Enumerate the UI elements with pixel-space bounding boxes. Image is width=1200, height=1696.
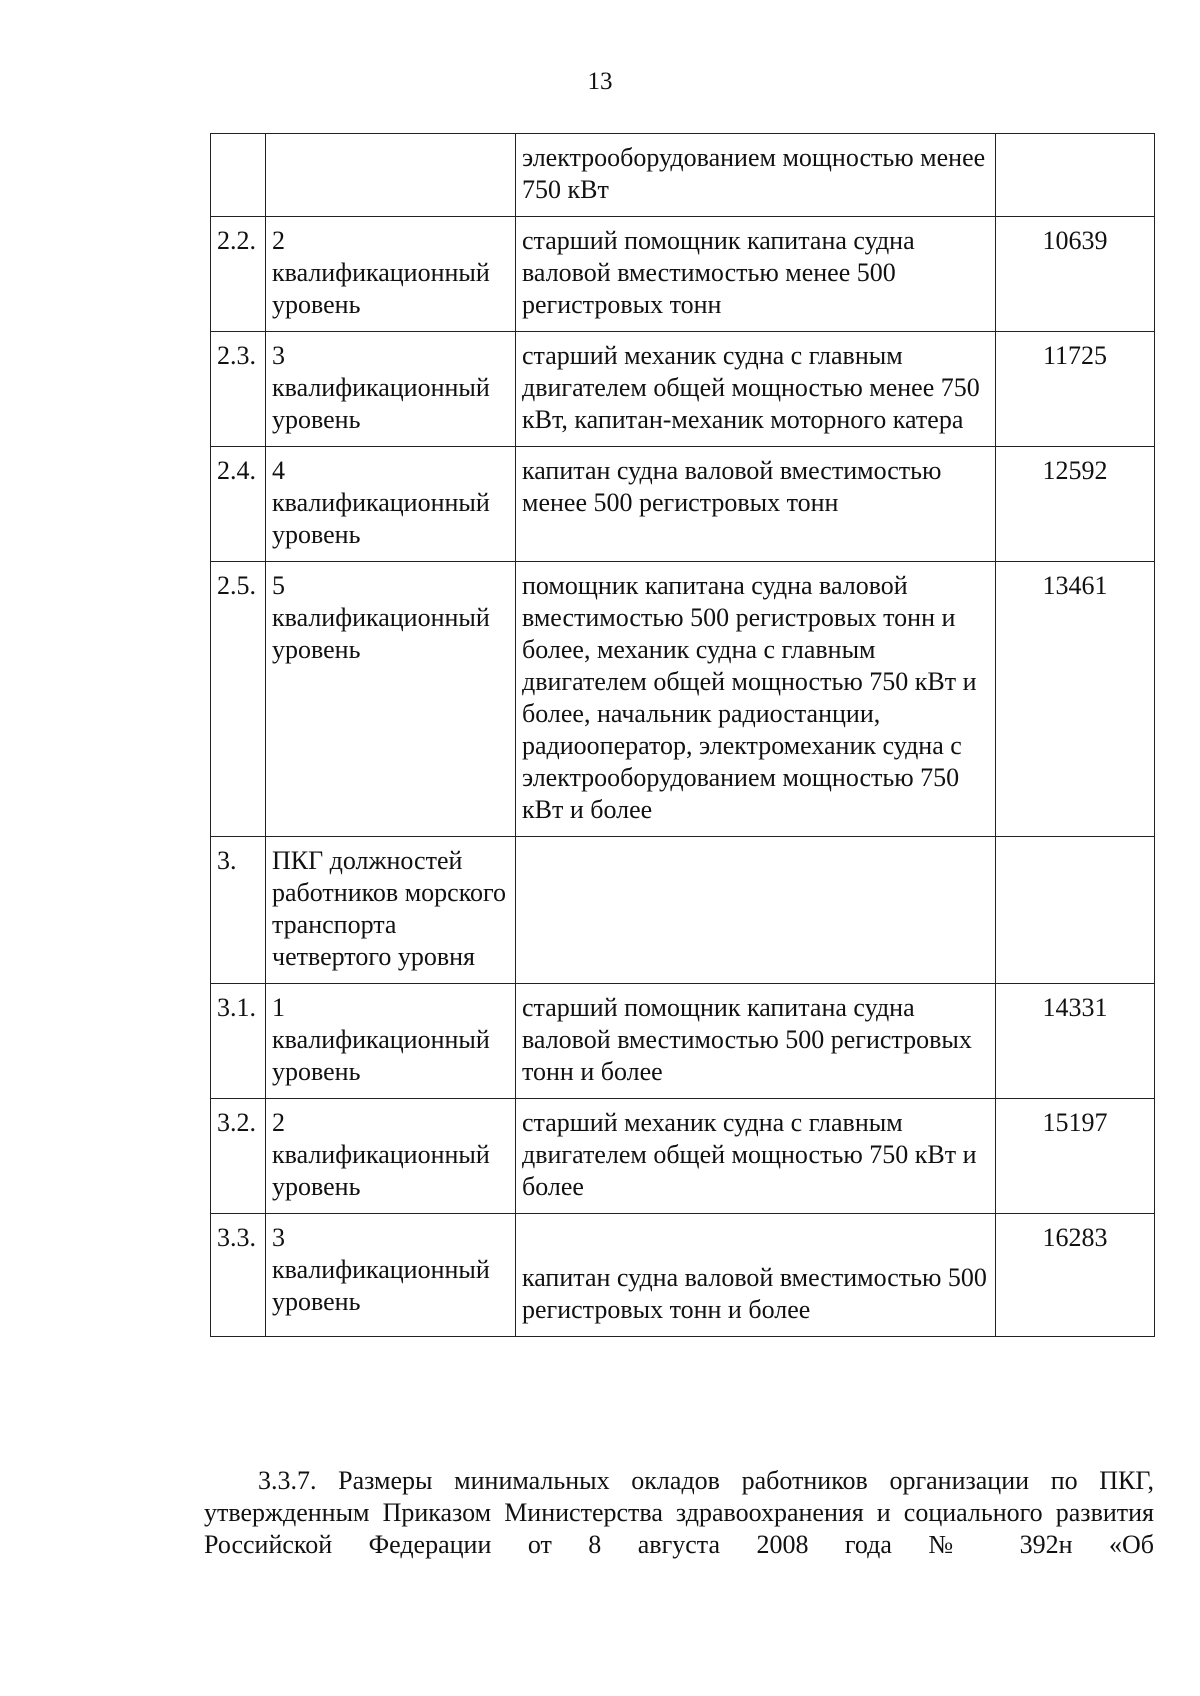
salary-cell: 15197 xyxy=(996,1099,1155,1214)
body-paragraph: 3.3.7. Размеры минимальных окладов работников организации по ПКГ, утвержденным Приказом Министерства здравоохранения и социального развития Российской Федерации от 8 августа 2008 года № 392н «Об xyxy=(204,1466,1154,1559)
table-row xyxy=(211,217,1155,332)
row-number: 3.1. xyxy=(211,984,266,1099)
position-cell: электрооборудованием мощностью менее 750 кВт xyxy=(516,134,996,217)
salary-table xyxy=(210,133,1155,1337)
level-number: 1 xyxy=(272,993,285,1022)
position-cell: старший механик судна с главным двигателем общей мощностью 750 кВт и более xyxy=(516,1099,996,1214)
table-row xyxy=(211,134,1155,217)
level-number: 4 xyxy=(272,456,285,485)
level-number: 2 xyxy=(272,226,285,255)
position-cell: старший помощник капитана судна валовой вместимостью 500 регистровых тонн и более xyxy=(516,984,996,1099)
salary-cell: 11725 xyxy=(996,332,1155,447)
group-cell xyxy=(266,1214,516,1337)
level-text: квалификационный уровень xyxy=(272,1025,490,1086)
level-text: квалификационный уровень xyxy=(272,603,490,664)
group-cell xyxy=(266,1099,516,1214)
group-cell xyxy=(266,217,516,332)
group-cell xyxy=(266,984,516,1099)
level-text: квалификационный уровень xyxy=(272,373,490,434)
table-row xyxy=(211,984,1155,1099)
salary-cell xyxy=(996,837,1155,984)
position-cell xyxy=(516,1214,996,1337)
position-text: капитан судна валовой вместимостью 500 регистровых тонн и более xyxy=(522,1263,987,1324)
table-row xyxy=(211,332,1155,447)
salary-cell: 12592 xyxy=(996,447,1155,562)
level-text: квалификационный уровень xyxy=(272,1140,490,1201)
row-number: 2.2. xyxy=(211,217,266,332)
table-row xyxy=(211,837,1155,984)
row-number: 3. xyxy=(211,837,266,984)
level-number: 3 xyxy=(272,341,285,370)
group-cell xyxy=(266,332,516,447)
position-cell: старший помощник капитана судна валовой вместимостью менее 500 регистровых тонн xyxy=(516,217,996,332)
row-number: 2.5. xyxy=(211,562,266,837)
position-cell: капитан судна валовой вместимостью менее 500 регистровых тонн xyxy=(516,447,996,562)
salary-cell: 10639 xyxy=(996,217,1155,332)
row-number: 2.3. xyxy=(211,332,266,447)
row-number xyxy=(211,134,266,217)
table-row xyxy=(211,1214,1155,1337)
level-text: квалификационный уровень xyxy=(272,258,490,319)
salary-cell: 16283 xyxy=(996,1214,1155,1337)
group-cell: ПКГ должностей работников морского транспорта четвертого уровня xyxy=(266,837,516,984)
position-cell: помощник капитана судна валовой вместимостью 500 регистровых тонн и более, механик судна с главным двигателем общей мощностью 750 кВт и более, начальник радиостанции, радиооператор, электромеханик судна с электрооборудованием мощностью 750 кВт и более xyxy=(516,562,996,837)
position-cell: старший механик судна с главным двигателем общей мощностью менее 750 кВт, капитан-механик моторного катера xyxy=(516,332,996,447)
table-row xyxy=(211,1099,1155,1214)
level-text: квалификационный уровень xyxy=(272,488,490,549)
group-cell xyxy=(266,447,516,562)
salary-cell xyxy=(996,134,1155,217)
level-text: квалификационный уровень xyxy=(272,1255,490,1316)
level-number: 3 xyxy=(272,1223,285,1252)
row-number: 3.2. xyxy=(211,1099,266,1214)
table-row xyxy=(211,562,1155,837)
position-cell xyxy=(516,837,996,984)
row-number: 2.4. xyxy=(211,447,266,562)
level-number: 5 xyxy=(272,571,285,600)
group-cell xyxy=(266,134,516,217)
salary-cell: 14331 xyxy=(996,984,1155,1099)
row-number: 3.3. xyxy=(211,1214,266,1337)
table-row xyxy=(211,447,1155,562)
level-number: 2 xyxy=(272,1108,285,1137)
page-number: 13 xyxy=(587,68,613,95)
group-cell xyxy=(266,562,516,837)
salary-cell: 13461 xyxy=(996,562,1155,837)
